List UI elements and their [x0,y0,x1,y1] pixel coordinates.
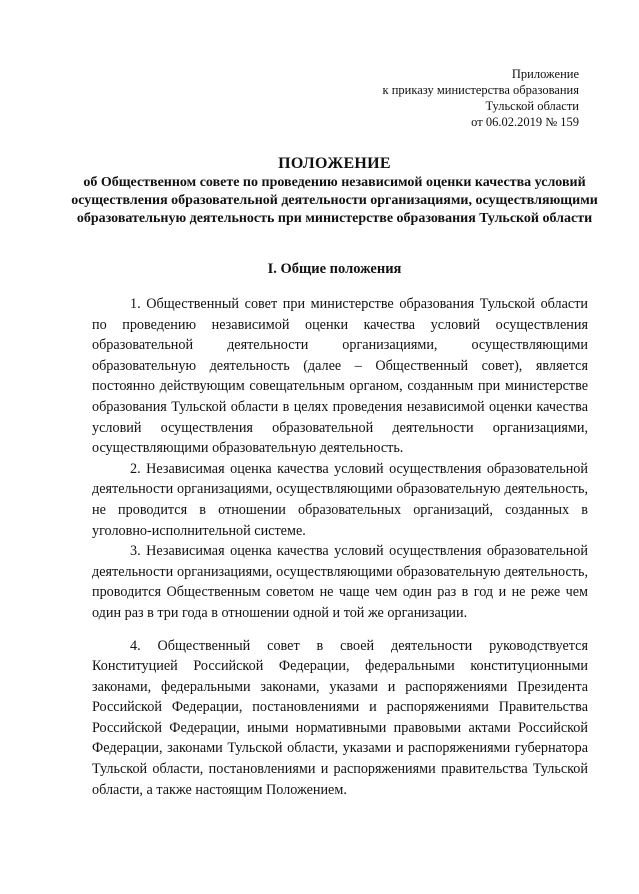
section-heading: I. Общие положения [267,261,402,277]
document-body [92,294,588,800]
paragraph-4: 4. Общественный совет в своей деятельности руководствуется Конституцией Российской Федерации, федеральными конституционными законами, федеральными законами, указами и распоряжениями Президента Российской Федерации, постановлениями и распоряжениями Правительства Российской Федерации, иными нормативными правовыми актами Российской Федерации, законами Тульской области, указами и распоряжениями губернатора Тульской области, постановлениями и распоряжениями правительства Тульской области, а также настоящим Положением. [92,637,588,798]
paragraph-1: 1. Общественный совет при министерстве образования Тульской области по проведению независимой оценки качества условий осуществления образовательной деятельности организациями, осуществляющими образовательную деятельность (далее – Общественный совет), является постоянно действующим совещательным органом, созданным при министерстве образования Тульской области в целях проведения независимой оценки качества условий осуществления образовательной деятельности организациями, осуществляющими образовательную деятельность. [92,296,588,457]
document-title-block [70,154,599,228]
appendix-region: Тульской области [485,99,579,113]
paragraph-2: 2. Независимая оценка качества условий осуществления образовательной деятельности организациями, осуществляющими образовательную деятельность, не проводится в отношении образовательных организаций, созданных в уголовно-исполнительной системе. [92,460,588,539]
appendix-date-number: от 06.02.2019 № 159 [471,115,579,129]
appendix-reference [383,66,579,130]
paragraph-3: 3. Независимая оценка качества условий осуществления образовательной деятельности организациями, осуществляющими образовательную деятельность, проводится Общественным советом не чаще чем один раз в год и не реже чем один раз в три года в отношении одной и той же организации. [92,543,588,621]
appendix-order-ref: к приказу министерства образования [382,83,579,97]
document-title: ПОЛОЖЕНИЕ [278,155,391,172]
document-subtitle: об Общественном совете по проведению независимой оценки качества условий осуществления образовательной деятельности организациями, осуществляющими образовательную деятельность при министерстве образования Тульской области [71,175,598,226]
appendix-label: Приложение [511,67,579,81]
